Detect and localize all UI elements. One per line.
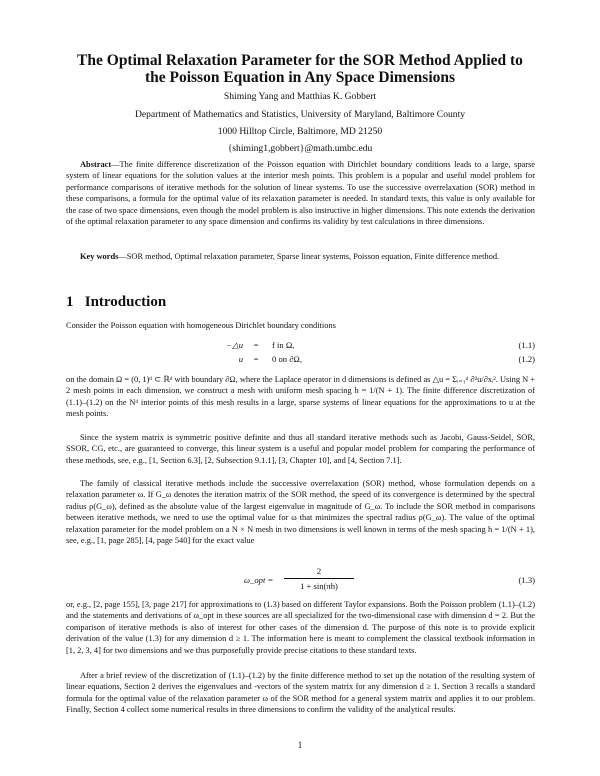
abstract-label: Abstract (80, 160, 112, 169)
equation-1-1 (66, 340, 535, 352)
address: 1000 Hilltop Circle, Baltimore, MD 21250 (217, 126, 383, 137)
eq1-lhs: −△u (226, 340, 243, 350)
abstract-text: —The finite difference discretization of the Poisson equation with Dirichlet boundary conditions leads to a large, sparse system of linear equations for the solution values at the interior mesh points. This problem is a popular and useful model problem for performance comparisons of iterative methods for the solution of linear systems. To use the successive overrelaxation (SOR) method in these comparisons, a formula for the optimal value of its relaxation parameter is needed. In standard texts, this value is only available for the case of two space dimensions, even though the model problem is also instructive in higher dimensions. This note extends the derivation of the optimal relaxation parameter to any space dimension and confirms its validity by test calculations in three dimensions. (66, 160, 535, 227)
keywords (66, 251, 535, 262)
eq2-rhs: 0 on ∂Ω, (272, 354, 302, 364)
section-number: 1 (66, 294, 74, 310)
abstract (66, 159, 535, 227)
intro-paragraph-1: Consider the Poisson equation with homogeneous Dirichlet boundary conditions (66, 321, 336, 330)
eq3-numerator: 2 (316, 566, 322, 576)
keywords-text: —SOR method, Optimal relaxation parameter, Sparse linear systems, Poisson equation, Finite difference method. (118, 252, 500, 261)
section-title: Introduction (84, 294, 167, 310)
eq3-denominator: 1 + sin(πh) (300, 581, 338, 591)
eq2-lhs: u (238, 354, 243, 364)
fraction-bar (284, 578, 354, 579)
section-heading (66, 294, 166, 311)
paper-title (40, 52, 560, 86)
eq3-number: (1.3) (518, 575, 535, 585)
equation-1-2 (66, 354, 535, 366)
title-line-1: The Optimal Relaxation Parameter for the SOR Method Applied to (77, 52, 523, 69)
intro-paragraph-5: or, e.g., [2, page 155], [3, page 217] for approximations to (1.3) based on different Taylor expansions. Both the Poisson problem (1.1)–(1.2) and the statements and derivations of ω_opt in these sources are all specialized for the two-dimensional case with dimension d = 2. But the comparison of iterative methods is also of interest for other cases of the dimension d. The purpose of this note is to provide explicit derivation of the value (1.3) for any dimension d ≥ 1. The information here is meant to complement the classical textbook information in [1, 2, 3, 4] for two dimensions and we thus purposefully provide precise citations to these standard texts. (66, 600, 535, 655)
intro-paragraph-4: The family of classical iterative methods include the successive overrelaxation (SOR) method, whose formulation depends on a relaxation parameter ω. If G_ω denotes the iteration matrix of the SOR method, the speed of its convergence is determined by the spectral radius ρ(G_ω), defined as the absolute value of the largest eigenvalue in magnitude of G_ω. To include the SOR method in comparisons between iterative methods, we need to use the optimal value for ω that minimizes the spectral radius ρ(G_ω). The value of the optimal relaxation parameter for the model problem on a N × N mesh in two dimensions is well known in terms of the mesh spacing h = 1/(N + 1), see, e.g., [1, page 285], [4, page 540] for the exact value (66, 479, 535, 546)
eq1-number: (1.1) (518, 340, 535, 350)
page-number: 1 (297, 740, 303, 750)
eq2-equals: = (253, 354, 259, 364)
authors: Shiming Yang and Matthias K. Gobbert (223, 91, 377, 102)
intro-paragraph-6: After a brief review of the discretization of (1.1)–(1.2) by the finite difference method to set up the notation of the resulting system of linear equations, Section 2 derives the eigenvalues and -vectors of the system matrix for any dimension d ≥ 1. Section 3 recalls a standard formula for the optimal value of the relaxation parameter ω of the SOR method for a general system matrix and applies it to our problem. Finally, Section 4 collect some numerical results in three dimensions to confirm the validity of the analytical results. (66, 671, 535, 715)
eq3-fraction (284, 565, 354, 592)
eq3-lhs: ω_opt = (244, 575, 274, 585)
equation-1-3 (66, 565, 535, 595)
eq1-equals: = (253, 340, 259, 350)
eq1-rhs: f in Ω, (272, 340, 295, 350)
eq2-number: (1.2) (518, 354, 535, 364)
title-line-2: the Poisson Equation in Any Space Dimensions (144, 69, 456, 86)
affiliation: Department of Mathematics and Statistics, University of Maryland, Baltimore County (134, 109, 466, 120)
keywords-label: Key words (80, 252, 119, 261)
intro-paragraph-2: on the domain Ω = (0, 1)ᵈ ⊂ ℝᵈ with boundary ∂Ω, where the Laplace operator in d dimensions is defined as △u = Σᵢ₌₁ᵈ ∂²u/∂xᵢ². Using N + 2 mesh points in each dimension, we construct a mesh with uniform mesh spacing h = 1/(N + 1). The finite difference discretization of (1.1)–(1.2) on the Nᵈ interior points of this mesh results in a large, sparse systems of linear equations for the approximations to u at the mesh points. (66, 375, 535, 419)
intro-paragraph-3: Since the system matrix is symmetric positive definite and thus all standard iterative methods such as Jacobi, Gauss-Seidel, SOR, SSOR, CG, etc., are guaranteed to converge, this linear system is a useful and popular model problem for comparing the performance of these methods, see, e.g., [1, Section 6.3], [2, Subsection 9.1.1], [3, Chapter 10], and [4, Section 7.1]. (66, 433, 535, 465)
email: {shiming1,gobbert}@math.umbc.edu (227, 143, 373, 154)
